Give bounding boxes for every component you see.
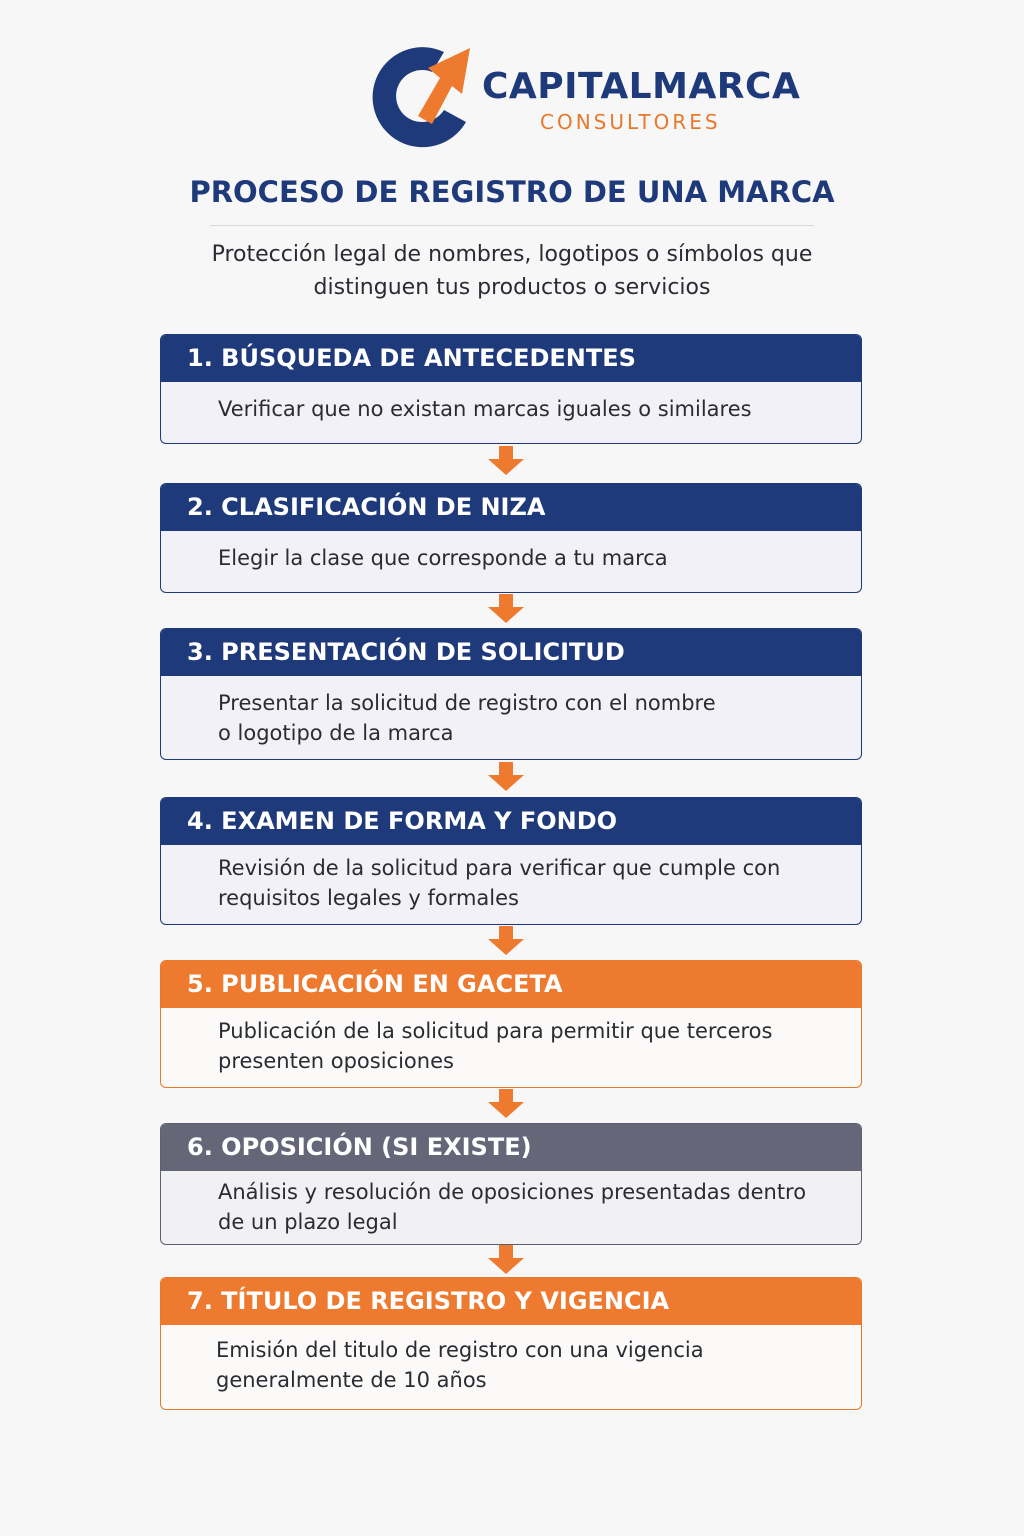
arrow-down-icon [486, 1245, 526, 1275]
step-line: Análisis y resolución de oposiciones presentadas dentro [218, 1180, 807, 1204]
step-line: Emisión del titulo de registro con una vigencia [216, 1338, 704, 1362]
step-3 [160, 628, 862, 760]
step-line: o logotipo de la marca [218, 721, 454, 745]
step-line: Verificar que no existan marcas iguales o similares [218, 397, 752, 421]
subtitle-line: Protección legal de nombres, logotipos o símbolos que [211, 242, 813, 267]
step-description [161, 1171, 861, 1237]
step-heading: 6. OPOSICIÓN (SI EXISTE) [161, 1124, 861, 1171]
step-description [161, 382, 861, 424]
step-heading: 4. EXAMEN DE FORMA Y FONDO [161, 798, 861, 845]
step-description [161, 1325, 861, 1395]
arrow-down-icon [486, 926, 526, 956]
step-2 [160, 483, 862, 593]
step-6 [160, 1123, 862, 1245]
arrow-down-icon [486, 446, 526, 476]
step-line: presenten oposiciones [218, 1049, 454, 1073]
step-description [161, 676, 861, 748]
step-line: Publicación de la solicitud para permitir que terceros [218, 1019, 773, 1043]
step-1 [160, 334, 862, 444]
step-description [161, 531, 861, 573]
capitalmarca-logo-icon [370, 38, 474, 154]
step-heading: 1. BÚSQUEDA DE ANTECEDENTES [161, 335, 861, 382]
step-heading: 3. PRESENTACIÓN DE SOLICITUD [161, 629, 861, 676]
step-4 [160, 797, 862, 925]
step-line: requisitos legales y formales [218, 886, 519, 910]
step-line: Presentar la solicitud de registro con el nombre [218, 691, 716, 715]
arrow-down-icon [486, 1089, 526, 1119]
step-heading: 2. CLASIFICACIÓN DE NIZA [161, 484, 861, 531]
subtitle-line: distinguen tus productos o servicios [313, 275, 711, 300]
brand-name: CAPITALMARCA [482, 66, 801, 107]
arrow-down-icon [486, 762, 526, 792]
step-heading: 7. TÍTULO DE REGISTRO Y VIGENCIA [161, 1278, 861, 1325]
brand-tagline: CONSULTORES [540, 110, 721, 134]
step-line: de un plazo legal [218, 1210, 398, 1234]
step-description [161, 845, 861, 913]
brand-logo [370, 38, 810, 156]
step-line: Revisión de la solicitud para verificar que cumple con [218, 856, 781, 880]
page-title: PROCESO DE REGISTRO DE UNA MARCA [189, 175, 835, 209]
arrow-down-icon [486, 594, 526, 624]
page-subtitle [140, 238, 884, 304]
step-heading: 5. PUBLICACIÓN EN GACETA [161, 961, 861, 1008]
step-7 [160, 1277, 862, 1410]
step-description [161, 1008, 861, 1076]
title-divider [210, 225, 814, 226]
step-5 [160, 960, 862, 1088]
step-line: generalmente de 10 años [216, 1368, 487, 1392]
step-line: Elegir la clase que corresponde a tu marca [218, 546, 668, 570]
